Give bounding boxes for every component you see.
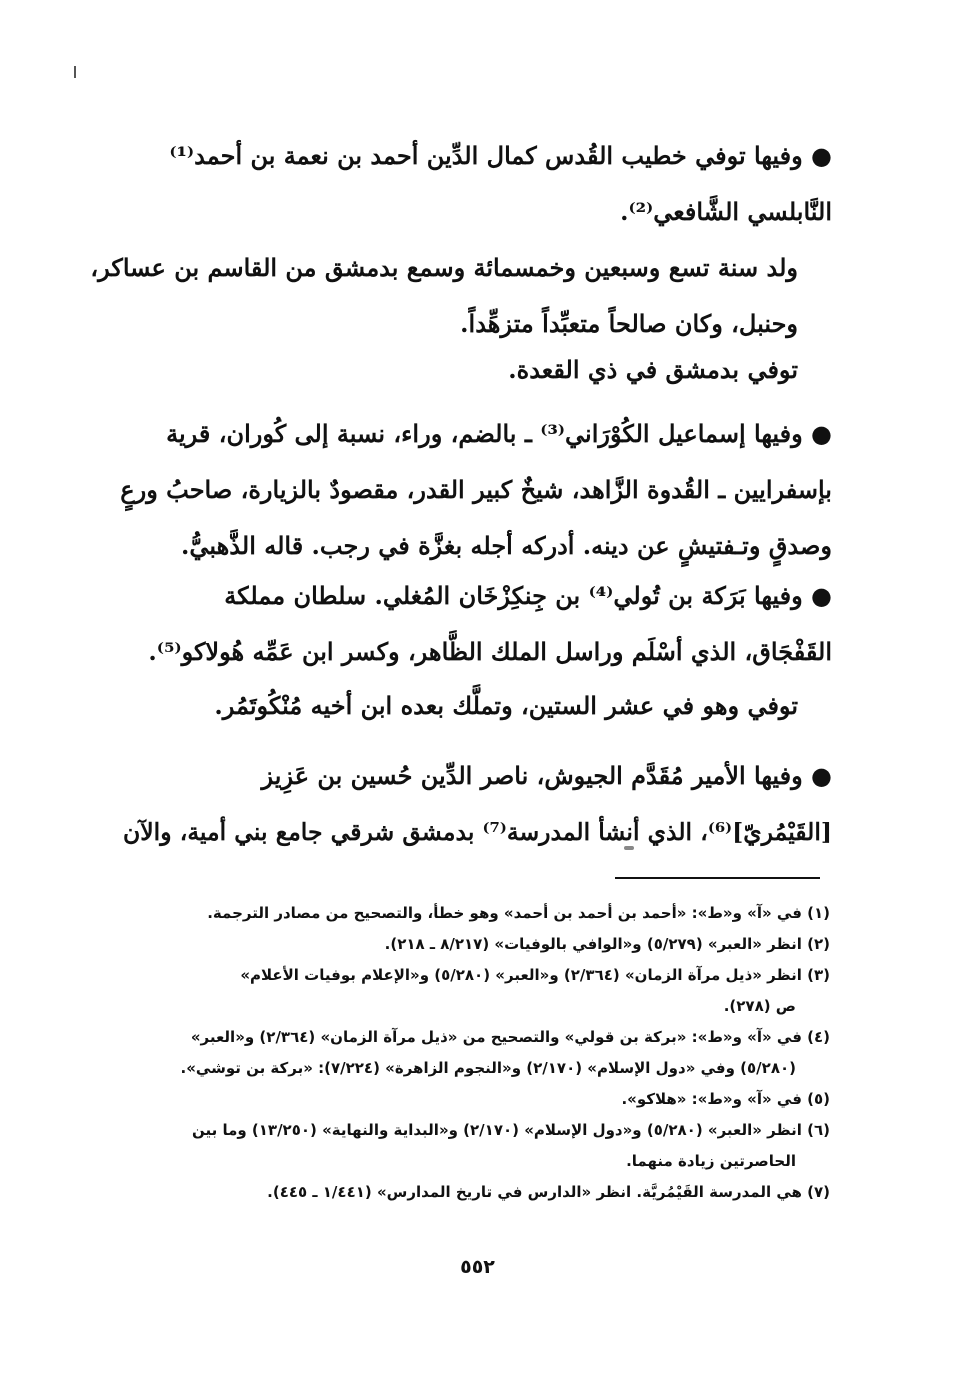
- footnote-6-continuation: الحاصرتين زيادة منهما.: [626, 1152, 796, 1170]
- text-line: وحنبل، وكان صالحاً متعبِّداً متزهِّداً.: [460, 309, 798, 338]
- ink-speck: [624, 846, 634, 850]
- text-line: بإسفرايين ـ القُدوة الزَّاهد، شيخٌ كبير القدر، مقصودٌ بالزيارة، صاحبُ ورعٍ: [120, 475, 832, 504]
- paragraph-husayn-qaymuri: [110, 748, 832, 860]
- text-line: ولد سنة تسع وسبعين وخمسمائة وسمع بدمشق من القاسم بن عساكر،: [90, 253, 798, 282]
- text-line: ● وفيها بَرَكة بن تُولي⁽⁴⁾ بن جِنكِزْخَان المُغلي. سلطان مملكة: [224, 581, 832, 610]
- footnote-divider: [615, 877, 820, 879]
- footnote-2: (٢) انظر «العبر» (٥/٢٧٩) و«الوافي بالوفيات» (٨/٢١٧ ـ ٢١٨).: [384, 935, 830, 953]
- paragraph-baraka-death: [110, 678, 832, 734]
- paragraph-death-dimashq: [110, 342, 832, 398]
- scan-edge-mark: [74, 66, 76, 78]
- footnotes: [110, 898, 830, 1208]
- text-line: ● وفيها توفي خطيب القُدس كمال الدِّين أحمد بن نعمة بن أحمد⁽¹⁾: [169, 141, 832, 170]
- text-line: [القَيْمُريّ]⁽⁶⁾، الذي أنشأ المدرسة⁽⁷⁾ بدمشق شرقي جامع بني أمية، والآن: [123, 818, 832, 846]
- footnote-1: (١) في «آ» و«ط»: «أحمد بن أحمد بن أحمد» وهو خطأ، والتصحيح من مصادر الترجمة.: [207, 904, 830, 922]
- paragraph-ismail-kurani: [110, 406, 832, 574]
- footnote-6: (٦) انظر «العبر» (٥/٢٨٠) و«دول الإسلام» (٢/١٧٠) و«البداية والنهاية» (١٣/٢٥٠) وما بين: [191, 1121, 830, 1139]
- text-line: النَّابلسي الشَّافعي⁽²⁾.: [620, 197, 832, 226]
- footnote-5: (٥) في «آ» و«ط»: «هلاكو».: [621, 1090, 830, 1108]
- footnote-4: (٤) في «آ» و«ط»: «بركة بن قولي» والتصحيح من «ذيل مرآة الزمان» (٢/٣٦٤) و«العبر»: [190, 1028, 830, 1046]
- footnote-3-continuation: ص (٢٧٨).: [723, 997, 796, 1015]
- footnote-4-continuation: (٥/٢٨٠) وفي «دول الإسلام» (٢/١٧٠) و«النجوم الزاهرة» (٧/٢٢٤): «بركة بن توشي».: [180, 1059, 796, 1077]
- footnote-3: (٣) انظر «ذيل مرآة الزمان» (٢/٣٦٤) و«العبر» (٥/٢٨٠) و«الإعلام بوفيات الأعلام»: [240, 966, 830, 984]
- page-number: ٥٥٢: [460, 1256, 495, 1278]
- text-line: ● وفيها إسماعيل الكُوْرَاني⁽³⁾ ـ بالضم، وراء، نسبة إلى كُوران، قرية: [166, 419, 832, 448]
- paragraph-baraka: [110, 568, 832, 680]
- text-line: وصدقٍ وتـفتيشٍ عن دينه. أدركه أجله بغزَّة في رجب. قاله الذَّهبيُّ.: [181, 531, 832, 560]
- paragraph-birth: [90, 240, 832, 352]
- text-line: القَفْجَاق، الذي أسْلَم وراسل الملك الظَّاهر، وكسر ابن عَمِّه هُولاكو⁽⁵⁾.: [148, 637, 832, 666]
- text-line: ● وفيها الأمير مُقَدَّم الجيوش، ناصر الدِّين حُسين بن عَزِيز: [261, 761, 832, 790]
- paragraph-khatib-al-quds: [110, 128, 832, 240]
- text-line: توفي وهو في عشر الستين، وتملَّك بعده ابن أخيه مُنْكُوتَمُر.: [214, 691, 798, 720]
- text-line: توفي بدمشق في ذي القعدة.: [508, 355, 798, 384]
- footnote-7: (٧) هي المدرسة القَيْمُريَّة. انظر «الدارس في تاريخ المدارس» (١/٤٤١ ـ ٤٤٥).: [267, 1183, 830, 1201]
